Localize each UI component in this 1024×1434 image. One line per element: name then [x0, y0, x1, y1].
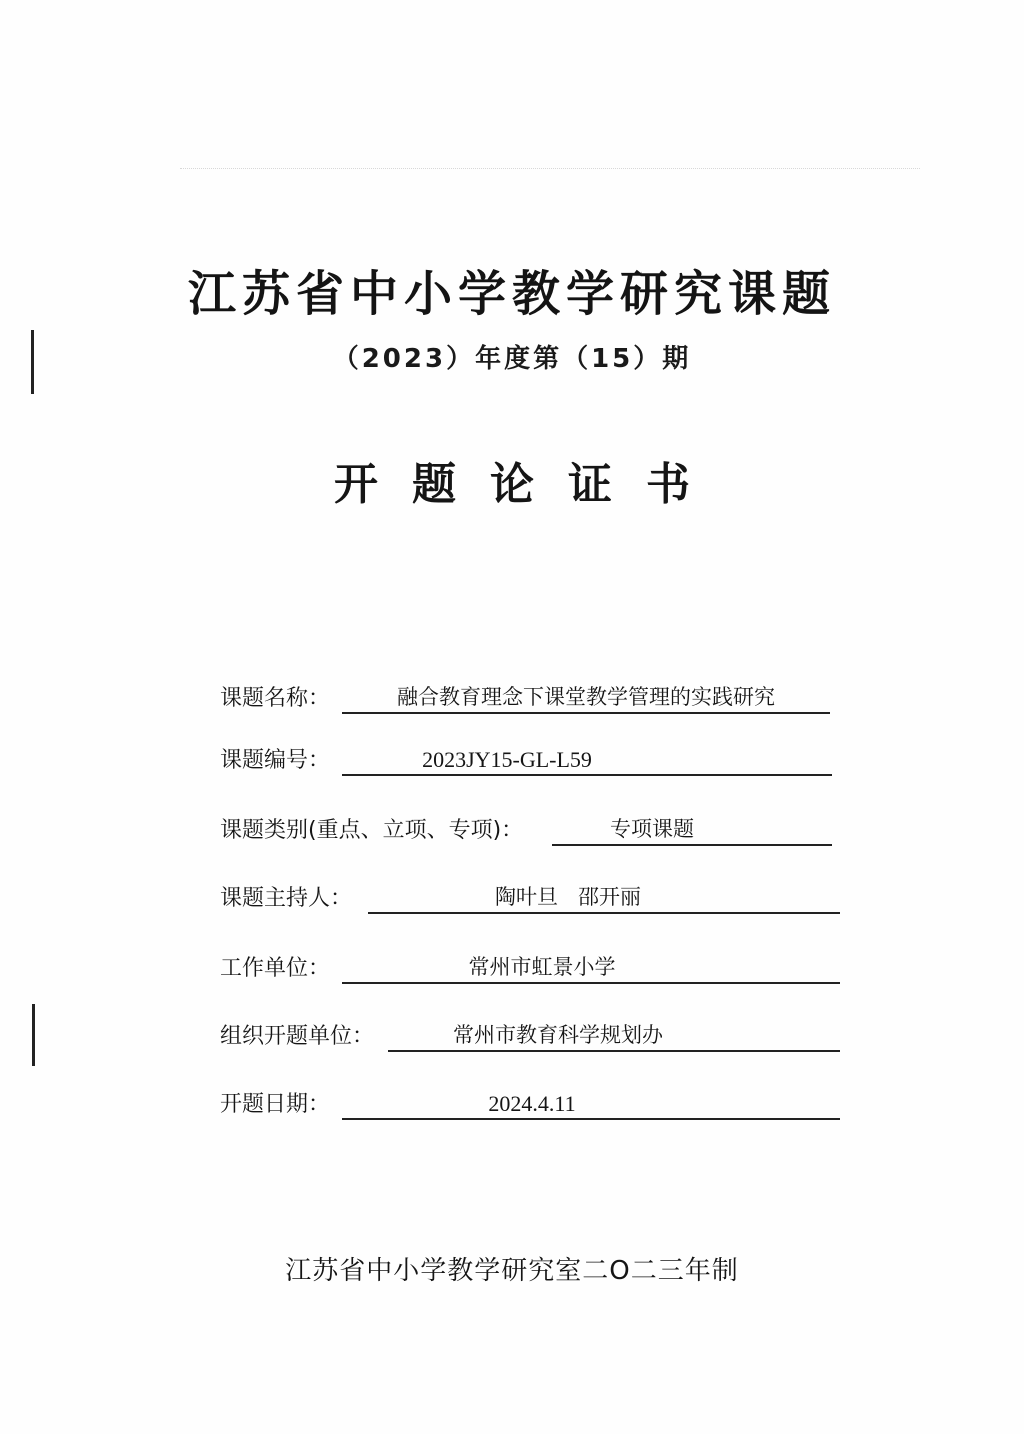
- footer-issuer: 江苏省中小学教学研究室二O二三年制: [285, 1256, 739, 1286]
- field-underline: [342, 712, 830, 714]
- page-title: 江苏省中小学教学研究课题: [187, 266, 836, 322]
- field-underline: [342, 774, 832, 776]
- field-underline: [552, 844, 832, 846]
- field-topic-host: [220, 880, 840, 914]
- document-title: 开题论证书: [334, 459, 724, 510]
- field-value: 常州市虹景小学: [468, 955, 616, 979]
- field-label: 课题名称：: [220, 686, 331, 711]
- field-value: 2023JY15-GL-L59: [422, 747, 592, 772]
- field-label: 课题类别(重点、立项、专项)：: [220, 818, 524, 843]
- field-topic-name: [220, 680, 830, 714]
- field-label: 开题日期：: [220, 1092, 331, 1117]
- field-topic-number: [220, 742, 832, 776]
- field-label: 工作单位：: [220, 956, 331, 981]
- field-underline: [388, 1050, 840, 1052]
- field-value: 陶叶旦 邵开丽: [494, 885, 642, 909]
- field-topic-category: [220, 812, 832, 846]
- field-underline: [368, 912, 840, 914]
- field-label: 组织开题单位：: [220, 1024, 375, 1049]
- field-value: 专项课题: [610, 817, 694, 841]
- field-organizing-unit: [220, 1018, 840, 1052]
- field-label: 课题主持人：: [220, 886, 353, 911]
- field-value: 融合教育理念下课堂教学管理的实践研究: [397, 685, 775, 709]
- field-underline: [342, 982, 840, 984]
- field-underline: [342, 1118, 840, 1120]
- field-label: 课题编号：: [220, 748, 331, 773]
- field-value: 2024.4.11: [488, 1091, 576, 1116]
- field-value: 常州市教育科学规划办: [453, 1023, 663, 1047]
- field-work-unit: [220, 950, 840, 984]
- scan-artifact-dots: [180, 168, 920, 169]
- period-subtitle: （2023）年度第（15）期: [332, 344, 692, 374]
- field-opening-date: [220, 1086, 840, 1120]
- binding-mark-bottom: [32, 1004, 35, 1066]
